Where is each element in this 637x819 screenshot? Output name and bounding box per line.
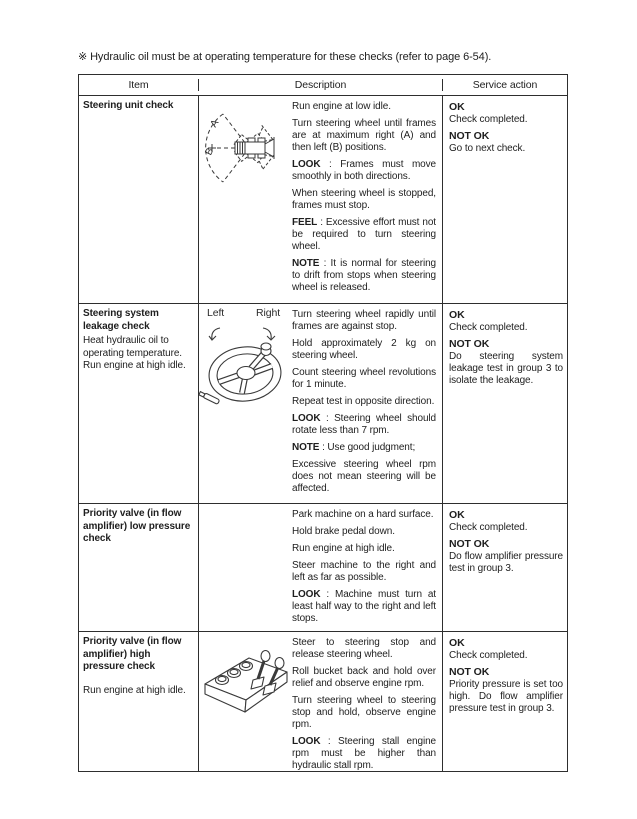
keyword-label: FEEL bbox=[292, 217, 318, 228]
description-paragraph: LOOK : Machine must turn at least half way to the right and left stops. bbox=[292, 589, 436, 624]
control-lever-diagram bbox=[199, 632, 291, 771]
keyword-label: LOOK bbox=[292, 736, 321, 747]
service-not-ok-text: Priority pressure is set too high. Do flow amplifier pressure test in group 3. bbox=[449, 679, 563, 714]
service-ok-label: OK bbox=[449, 309, 465, 321]
angle-label-a: A bbox=[208, 118, 222, 130]
service-ok bbox=[449, 101, 563, 126]
service-not-ok bbox=[449, 666, 563, 715]
control-lever-art bbox=[199, 646, 291, 726]
description-paragraph: Steer to steering stop and release steering wheel. bbox=[292, 637, 436, 660]
item-title: Priority valve (in flow amplifier) low pressure check bbox=[83, 508, 191, 544]
description-cell bbox=[291, 304, 442, 503]
header-item: Item bbox=[79, 79, 199, 91]
angle-label-b: B bbox=[203, 146, 217, 158]
description-paragraph: Repeat test in opposite direction. bbox=[292, 396, 435, 407]
description-paragraph: Turn steering wheel to steering stop and hold, observe engine rpm. bbox=[292, 695, 436, 730]
description-paragraph: Hold approximately 2 kg on steering wheel. bbox=[292, 338, 436, 361]
item-note: Run engine at high idle. bbox=[83, 684, 186, 696]
header-service-action: Service action bbox=[472, 79, 538, 91]
description-paragraph: LOOK : Frames must move smoothly in both directions. bbox=[292, 159, 436, 182]
description-paragraph: Turn steering wheel until frames are at maximum right (A) and then left (B) positions. bbox=[292, 118, 436, 153]
item-title: Steering system leakage check bbox=[83, 308, 159, 332]
description-paragraph: NOTE : It is normal for steering to drift from stops when steering wheel is released. bbox=[292, 258, 436, 293]
table-header bbox=[79, 75, 567, 96]
service-ok-label: OK bbox=[449, 509, 465, 521]
service-not-ok bbox=[449, 130, 563, 155]
right-label: Right bbox=[256, 307, 281, 319]
service-action-cell bbox=[443, 96, 567, 303]
description-paragraph: Park machine on a hard surface. bbox=[292, 509, 434, 520]
table-row-priority-valve-low-pressure-check bbox=[79, 504, 567, 632]
service-not-ok-label: NOT OK bbox=[449, 538, 490, 550]
service-not-ok-label: NOT OK bbox=[449, 130, 490, 142]
service-not-ok-text: Go to next check. bbox=[449, 143, 526, 154]
service-action-cell bbox=[443, 304, 567, 503]
header-description: Description bbox=[199, 79, 443, 91]
service-ok bbox=[449, 309, 563, 334]
description-paragraph: Run engine at high idle. bbox=[292, 543, 395, 554]
description-paragraph: Roll bucket back and hold over relief and observe engine rpm. bbox=[292, 666, 436, 689]
table-row-steering-system-leakage-check bbox=[79, 304, 567, 504]
check-procedure-table bbox=[78, 74, 568, 772]
description-paragraph: When steering wheel is stopped, frames must stop. bbox=[292, 188, 436, 211]
description-paragraph: FEEL : Excessive effort must not be required to turn steering wheel. bbox=[292, 217, 436, 252]
service-not-ok-label: NOT OK bbox=[449, 666, 490, 678]
description-paragraph: Count steering wheel revolutions for 1 minute. bbox=[292, 367, 436, 390]
item-title: Steering unit check bbox=[83, 100, 174, 111]
keyword-label: LOOK bbox=[292, 159, 321, 170]
service-not-ok-text: Do flow amplifier pressure test in group 3. bbox=[449, 551, 563, 574]
service-ok-text: Check completed. bbox=[449, 650, 528, 661]
table-row-priority-valve-high-pressure-check bbox=[79, 632, 567, 771]
description-paragraph: NOTE : Use good judgment; bbox=[292, 442, 416, 453]
table-row-steering-unit-check bbox=[79, 96, 567, 304]
service-ok-label: OK bbox=[449, 101, 465, 113]
service-ok-text: Check completed. bbox=[449, 322, 528, 333]
description-paragraph: Excessive steering wheel rpm does not mean steering will be affected. bbox=[292, 459, 436, 494]
steering-angle-diagram bbox=[199, 96, 291, 303]
service-action-cell bbox=[443, 632, 567, 771]
description-paragraph: Turn steering wheel rapidly until frames are against stop. bbox=[292, 309, 436, 332]
description-cell bbox=[291, 504, 442, 631]
left-label: Left bbox=[207, 307, 225, 319]
keyword-label: NOTE bbox=[292, 442, 320, 453]
service-ok-text: Check completed. bbox=[449, 522, 528, 533]
description-paragraph: LOOK : Steering stall engine rpm must be higher than hydraulic stall rpm. bbox=[292, 736, 436, 771]
empty-illustration-area bbox=[199, 504, 291, 631]
service-ok-label: OK bbox=[449, 637, 465, 649]
description-paragraph: Steer machine to the right and left as far as possible. bbox=[292, 560, 436, 583]
service-not-ok bbox=[449, 538, 563, 575]
service-not-ok-label: NOT OK bbox=[449, 338, 490, 350]
item-note: Heat hydraulic oil to operating temperature. bbox=[83, 335, 182, 359]
service-action-cell bbox=[443, 504, 567, 631]
service-ok bbox=[449, 509, 563, 534]
keyword-label: LOOK bbox=[292, 589, 321, 600]
keyword-label: LOOK bbox=[292, 413, 321, 424]
keyword-label: NOTE bbox=[292, 258, 320, 269]
service-not-ok bbox=[449, 338, 563, 387]
page-note: ※ Hydraulic oil must be at operating temperature for these checks (refer to page 6-54). bbox=[78, 51, 492, 63]
steering-wheel-art bbox=[199, 312, 291, 412]
item-note: Run engine at high idle. bbox=[83, 360, 186, 371]
description-paragraph: LOOK : Steering wheel should rotate less than 7 rpm. bbox=[292, 413, 436, 436]
service-not-ok-text: Do steering system leakage test in group 3 to isolate the leakage. bbox=[449, 351, 563, 386]
service-ok bbox=[449, 637, 563, 662]
description-paragraph: Hold brake pedal down. bbox=[292, 526, 395, 537]
item-title: Priority valve (in flow amplifier) high pressure check bbox=[83, 636, 182, 672]
description-cell bbox=[291, 96, 442, 303]
description-cell bbox=[291, 632, 442, 771]
service-ok-text: Check completed. bbox=[449, 114, 528, 125]
description-paragraph: Run engine at low idle. bbox=[292, 101, 391, 112]
steering-wheel-diagram bbox=[199, 304, 291, 503]
